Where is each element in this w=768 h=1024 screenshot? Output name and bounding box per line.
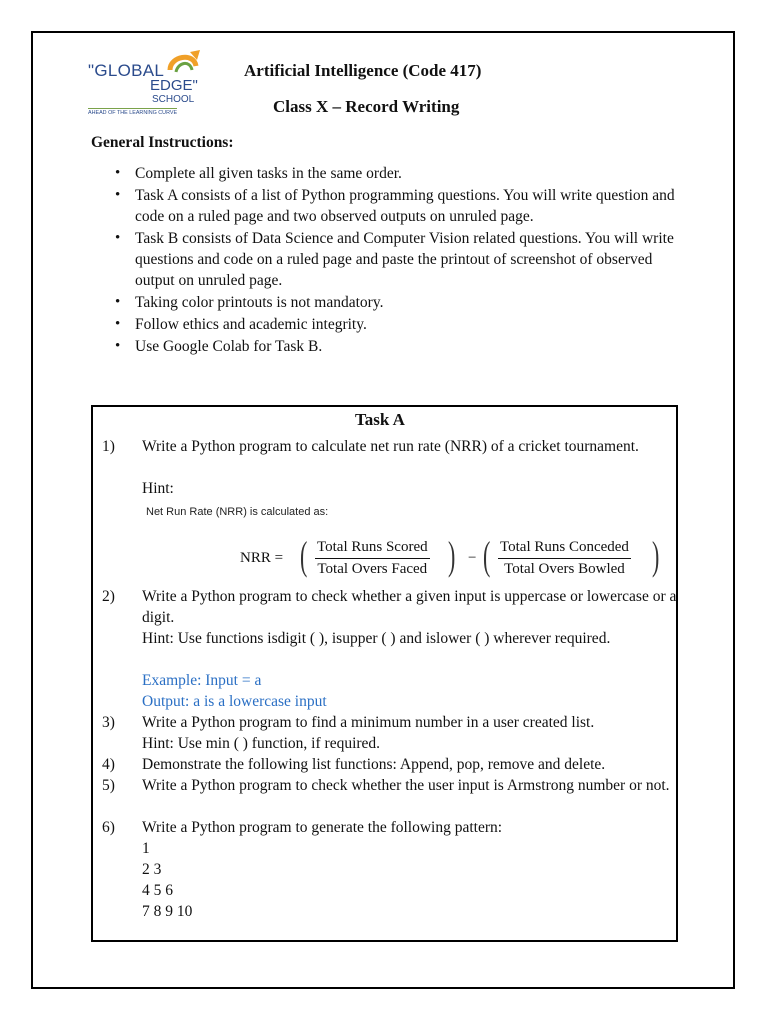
q1-text: Write a Python program to calculate net run rate (NRR) of a cricket tournament.: [142, 438, 639, 455]
pattern-line: 2 3: [142, 861, 162, 878]
instruction-item: • Follow ethics and academic integrity.: [115, 314, 690, 335]
logo-line-3: SCHOOL: [152, 94, 195, 105]
instruction-item: • Use Google Colab for Task B.: [115, 336, 690, 357]
q2-text: Write a Python program to check whether a given input is uppercase or lowercase or a digit.: [142, 588, 677, 626]
fraction-conceded: [498, 539, 631, 578]
formula-lhs: NRR =: [240, 550, 284, 566]
instruction-item: • Task B consists of Data Science and Computer Vision related questions. You will write questions and code on a ruled page and paste the printout of screenshot of observed output on unruled page.: [115, 228, 690, 291]
school-logo: [88, 48, 210, 120]
q3-text: Write a Python program to find a minimum number in a user created list.: [142, 714, 595, 731]
general-instructions-heading: General Instructions:: [91, 134, 234, 151]
q6-text: Write a Python program to generate the following pattern:: [142, 819, 503, 836]
logo-line-1: "GLOBAL: [88, 61, 165, 80]
paren-close: ): [651, 533, 660, 578]
fraction-scored: [315, 539, 430, 578]
instruction-item: • Complete all given tasks in the same order.: [115, 163, 690, 184]
pattern-line: 4 5 6: [142, 882, 173, 899]
q6-number: 6): [102, 819, 115, 836]
q2-example: Example: Input = a: [142, 672, 262, 689]
pattern-line: 7 8 9 10: [142, 903, 193, 920]
q4-text: Demonstrate the following list functions: Append, pop, remove and delete.: [142, 756, 606, 773]
paren-open: (: [482, 533, 491, 578]
minus-sign: −: [468, 550, 477, 566]
q2-output: Output: a is a lowercase input: [142, 693, 327, 710]
q4-number: 4): [102, 756, 115, 773]
logo-line-2: EDGE": [150, 77, 198, 94]
frac-denominator: Total Overs Faced: [317, 561, 428, 577]
q3-number: 3): [102, 714, 115, 731]
q2-number: 2): [102, 588, 115, 605]
logo-tagline: AHEAD OF THE LEARNING CURVE: [88, 110, 178, 116]
q3-hint: Hint: Use min ( ) function, if required.: [142, 735, 381, 752]
task-a-title: Task A: [355, 410, 405, 429]
q1-number: 1): [102, 438, 115, 455]
page-subtitle: Class X – Record Writing: [273, 97, 460, 116]
instruction-item: • Task A consists of a list of Python programming questions. You will write question and code on a ruled page and two observed outputs on unruled page.: [115, 185, 690, 227]
page-title: Artificial Intelligence (Code 417): [244, 61, 482, 80]
frac-numerator: Total Runs Conceded: [498, 539, 631, 559]
instruction-item: • Taking color printouts is not mandatory.: [115, 292, 690, 313]
q5-number: 5): [102, 777, 115, 794]
paren-close: ): [447, 533, 456, 578]
q2-hint: Hint: Use functions isdigit ( ), isupper ( ) and islower ( ) wherever required.: [142, 630, 611, 647]
nrr-caption: Net Run Rate (NRR) is calculated as:: [146, 506, 329, 518]
q5-text: Write a Python program to check whether the user input is Armstrong number or not.: [142, 777, 670, 794]
frac-numerator: Total Runs Scored: [315, 539, 430, 559]
q1-hint: Hint:: [142, 480, 174, 497]
frac-denominator: Total Overs Bowled: [504, 561, 625, 577]
instructions-list: [115, 163, 690, 358]
pattern-line: 1: [142, 840, 150, 857]
paren-open: (: [299, 533, 308, 578]
